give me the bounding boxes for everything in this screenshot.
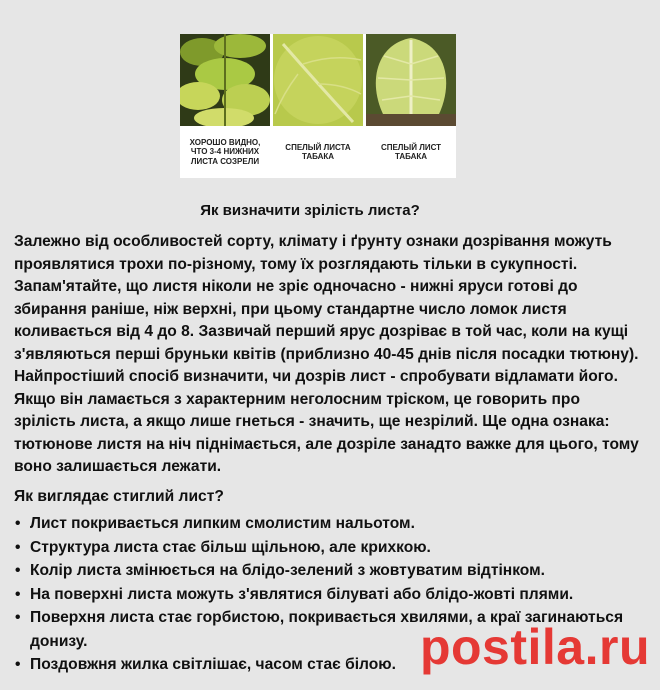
list-item: • Поверхня листа стає горбистою, покривається хвилями, а краї загинаються донизу.	[14, 606, 644, 653]
list-item: • Поздовжня жилка світлішає, часом стає білою.	[14, 653, 644, 677]
postila-watermark: postila.ru	[419, 619, 650, 675]
list-item: • На поверхні листа можуть з'являтися білуваті або блідо-жовті плями.	[14, 583, 644, 607]
ripe-leaf-photo	[366, 34, 456, 126]
photo-panel-1	[180, 34, 270, 178]
ripe-leaf-photo	[273, 34, 363, 126]
tobacco-plants-photo	[180, 34, 270, 126]
photo-strip	[180, 34, 456, 178]
list-item: • Колір листа змінюється на блідо-зелений з жовтуватим відтінком.	[14, 559, 644, 583]
list-item: • Структура листа стає більш щільною, але крихкою.	[14, 536, 644, 560]
caption-2: СПЕЛЫЙ ЛИСТА ТАБАКА	[285, 142, 351, 161]
section-question: Як виглядає стиглий лист?	[14, 488, 224, 505]
caption-3: СПЕЛЫЙ ЛИСТ ТАБАКА	[380, 142, 442, 161]
photo-panel-3	[366, 34, 456, 178]
ripeness-paragraph: Залежно від особливостей сорту, клімату і ґрунту ознаки дозрівання можуть проявлятися трохи по-різному, тому їх розглядають тільки в сукупності. Запам'ятайте, що листя ніколи не зріє одночасно - нижні яруси готові до збирання раніше, ніж верхні, при цьому стандартне число ломок листя коливається від 4 до 8. Зазвичай перший ярус дозріває в той час, коли на кущі з'являються перші бруньки квітів (приблизно 40-45 днів після посадки тютюну). Найпростіший спосіб визначити, чи дозрів лист - спробувати відламати його. Якщо він ламається з характерним неголосним тріском, це говорить про зрілість листа, а якщо лише гнеться - значить, ще незрілий. Ще одна ознака: тютюнове листя на ніч піднімається, але дозріле занадто важке для цього, тому воно залишається лежати.	[14, 233, 639, 475]
caption-1: ХОРОШО ВИДНО, ЧТО 3-4 НИЖНИХ ЛИСТА СОЗРЕЛИ	[189, 138, 261, 166]
photo-panel-2	[273, 34, 363, 178]
article-title: Як визначити зрілість листа?	[200, 202, 420, 219]
list-item: • Лист покривається липким смолистим нальотом.	[14, 512, 644, 536]
